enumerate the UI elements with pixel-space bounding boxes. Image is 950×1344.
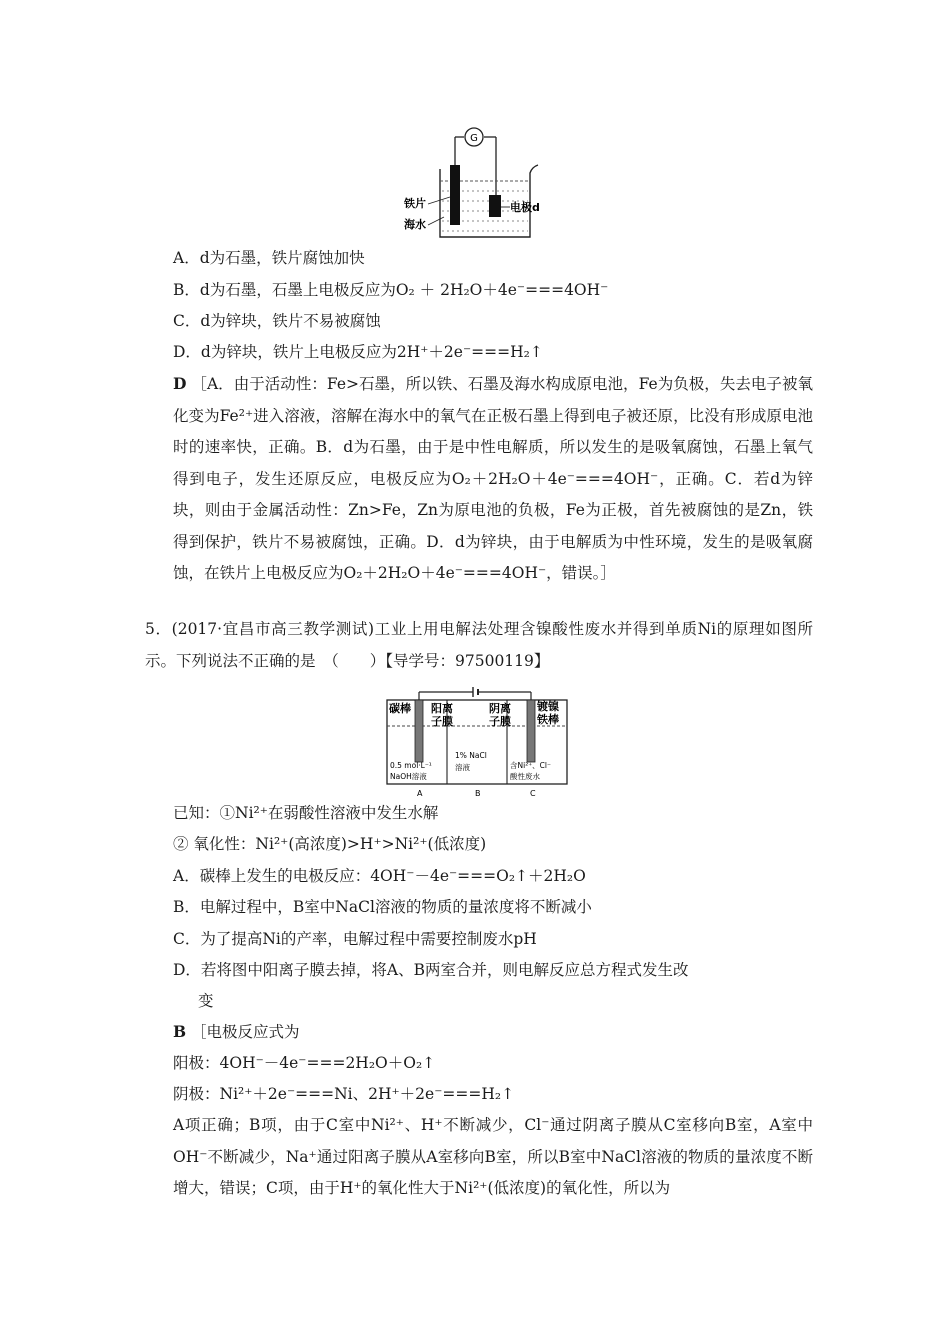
svg-text:1% NaCl: 1% NaCl bbox=[455, 751, 487, 760]
svg-text:B: B bbox=[475, 789, 481, 798]
q5-known-2: ② 氧化性：Ni²⁺(高浓度)>H⁺>Ni²⁺(低浓度) bbox=[173, 835, 487, 853]
q5-option-d: D．若将图中阳离子膜去掉，将A、B两室合并，则电解反应总方程式发生改 bbox=[173, 961, 689, 979]
q5-known-1: 已知：①Ni²⁺在弱酸性溶液中发生水解 bbox=[173, 804, 439, 822]
q5-option-d-cont: 变 bbox=[198, 992, 214, 1010]
svg-text:铁片: 铁片 bbox=[404, 197, 426, 210]
svg-text:溶液: 溶液 bbox=[455, 763, 470, 772]
svg-text:铁棒: 铁棒 bbox=[537, 713, 559, 726]
q5-anode-reaction: 阳极：4OH⁻－4e⁻===2H₂O＋O₂↑ bbox=[173, 1054, 436, 1072]
nickel-rod bbox=[527, 700, 535, 762]
svg-text:NaOH溶液: NaOH溶液 bbox=[390, 772, 427, 781]
svg-text:A: A bbox=[417, 789, 423, 798]
carbon-rod bbox=[415, 700, 423, 762]
svg-text:海水: 海水 bbox=[404, 218, 426, 231]
q5-number: 5． bbox=[145, 620, 172, 638]
svg-text:阳离: 阳离 bbox=[431, 702, 453, 715]
electrode-d bbox=[489, 195, 501, 217]
q5-stem: (2017·宜昌市高三教学测试)工业上用电解法处理含镍酸性废水并得到单质Ni的原理如图所示。下列说法不正确的是 （ ）【导学号：97500119】 bbox=[145, 620, 813, 670]
q5-explanation: A项正确；B项，由于C室中Ni²⁺、H⁺不断减少，Cl⁻通过阴离子膜从C室移向B室，A室中OH⁻不断减少，Na⁺通过阳离子膜从A室移向B室，所以B室中NaCl溶液的物质的量浓度不断增大，错误；C项，由于H⁺的氧化性大于Ni²⁺(低浓度)的氧化性，所以为 bbox=[173, 1116, 813, 1197]
q4-option-d: D．d为锌块，铁片上电极反应为2H⁺＋2e⁻===H₂↑ bbox=[173, 343, 543, 361]
q5-stem-block bbox=[145, 614, 813, 677]
svg-text:阴离: 阴离 bbox=[489, 702, 511, 715]
q5-answer-intro: ［电极反应式为 bbox=[191, 1023, 300, 1041]
q5-option-a: A．碳棒上发生的电极反应：4OH⁻－4e⁻===O₂↑＋2H₂O bbox=[173, 867, 586, 885]
q5-option-c: C．为了提高Ni的产率，电解过程中需要控制废水pH bbox=[173, 930, 537, 948]
corrosion-beaker-diagram bbox=[400, 125, 560, 245]
q4-option-a: A．d为石墨，铁片腐蚀加快 bbox=[173, 249, 365, 267]
svg-text:0.5 mol·L⁻¹: 0.5 mol·L⁻¹ bbox=[390, 761, 432, 770]
svg-text:含Ni²⁺、Cl⁻: 含Ni²⁺、Cl⁻ bbox=[510, 761, 551, 770]
svg-text:酸性废水: 酸性废水 bbox=[510, 772, 540, 781]
svg-text:G: G bbox=[470, 133, 478, 144]
q5-cathode-reaction: 阴极：Ni²⁺＋2e⁻===Ni、2H⁺＋2e⁻===H₂↑ bbox=[173, 1085, 515, 1103]
svg-text:C: C bbox=[530, 789, 536, 798]
q5-answer-letter: B bbox=[173, 1022, 187, 1041]
q5-answer-head bbox=[173, 1022, 300, 1042]
q4-explanation: ［A．由于活动性：Fe>石墨，所以铁、石墨及海水构成原电池，Fe为负极，失去电子被氧化变为Fe²⁺进入溶液，溶解在海水中的氧气在正极石墨上得到电子被还原，比没有形成原电池时的速率快，正确。B．d为石墨，由于是中性电解质，所以发生的是吸氧腐蚀，石墨上氧气得到电子，发生还原反应，电极反应为O₂＋2H₂O＋4e⁻===4OH⁻，正确。C．若d为锌块，则由于金属活动性：Zn>Fe，Zn为原电池的负极，Fe为正极，首先被腐蚀的是Zn，铁得到保护，铁片不易被腐蚀，正确。D．d为锌块，由于电解质为中性环境，发生的是吸氧腐蚀，在铁片上电极反应为O₂＋2H₂O＋4e⁻===4OH⁻，错误。］ bbox=[173, 375, 813, 582]
svg-text:子膜: 子膜 bbox=[489, 715, 511, 728]
q4-option-c: C．d为锌块，铁片不易被腐蚀 bbox=[173, 312, 381, 330]
electrolysis-cell-diagram bbox=[385, 686, 575, 800]
svg-text:子膜: 子膜 bbox=[431, 715, 453, 728]
iron-plate bbox=[450, 165, 460, 225]
q4-answer-block bbox=[173, 368, 813, 590]
svg-text:电极d: 电极d bbox=[510, 201, 540, 214]
q5-option-b: B．电解过程中，B室中NaCl溶液的物质的量浓度将不断减小 bbox=[173, 898, 592, 916]
svg-text:碳棒: 碳棒 bbox=[389, 702, 411, 715]
svg-text:镀镍: 镀镍 bbox=[537, 700, 559, 713]
q4-option-b: B．d为石墨，石墨上电极反应为O₂ ＋ 2H₂O＋4e⁻===4OH⁻ bbox=[173, 281, 609, 299]
q4-answer-letter: D bbox=[173, 374, 187, 393]
